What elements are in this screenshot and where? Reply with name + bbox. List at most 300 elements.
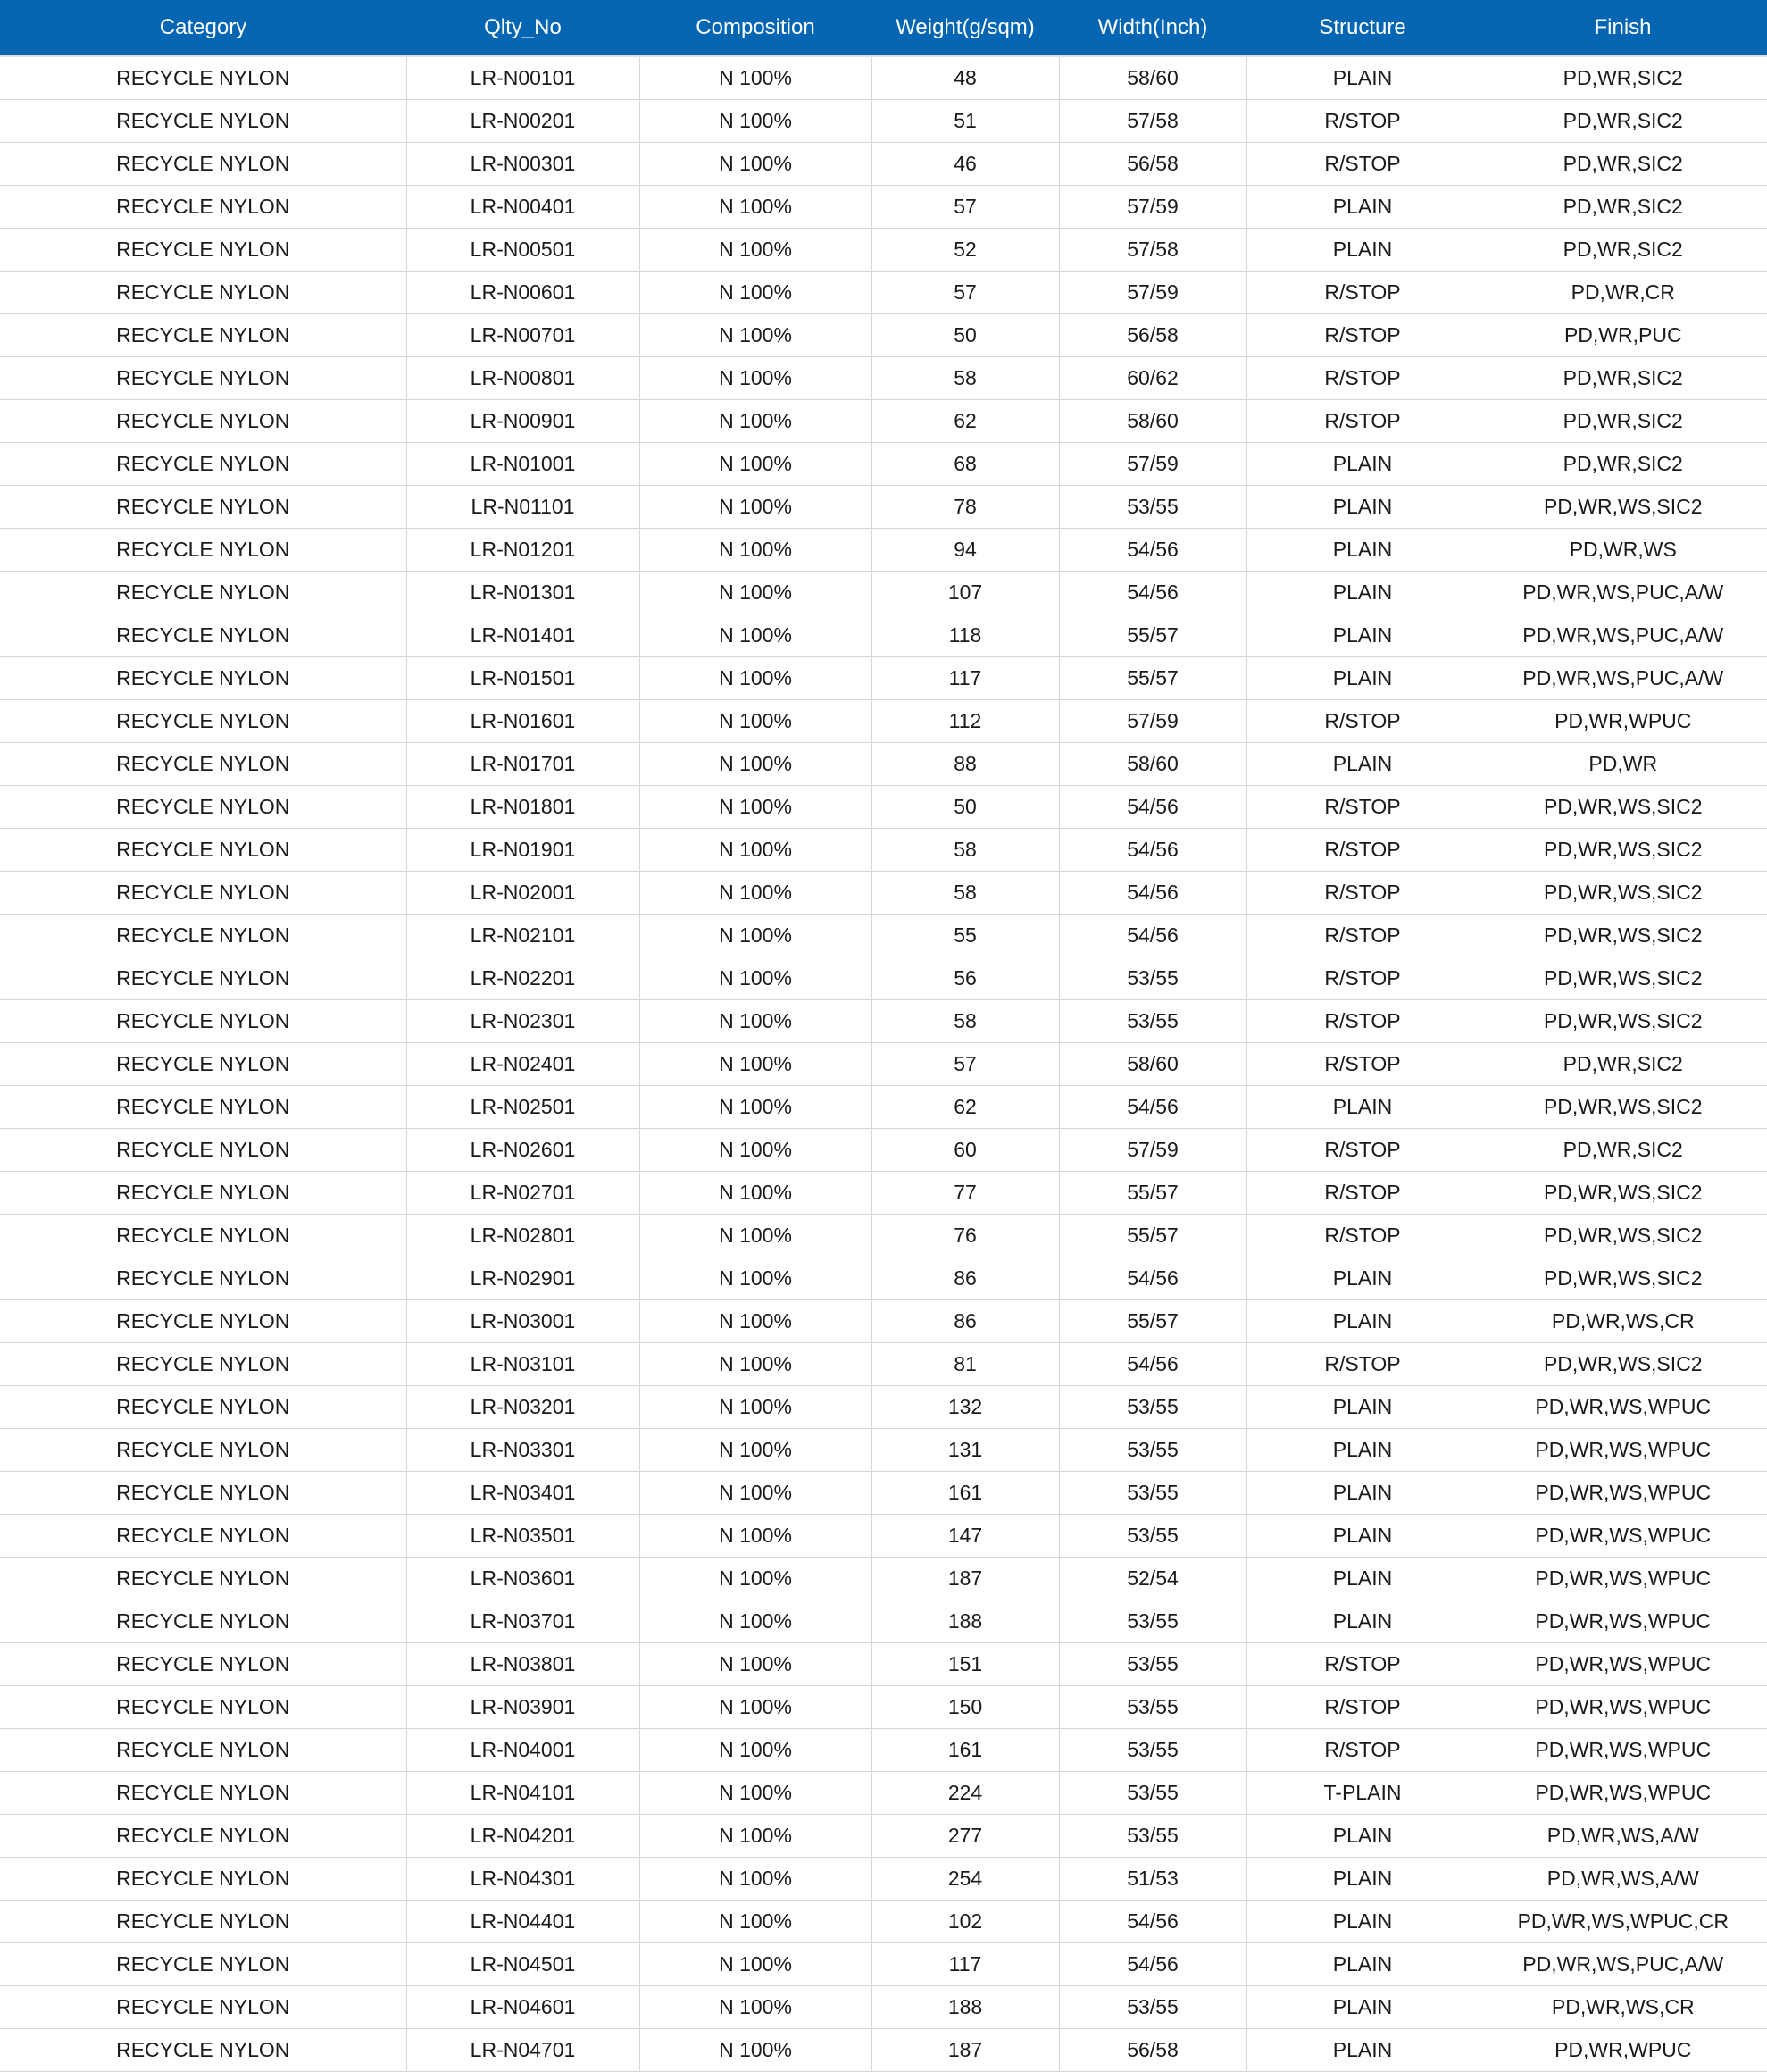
cell-category: RECYCLE NYLON [0, 272, 406, 314]
cell-width: 56/58 [1059, 314, 1246, 357]
table-row [0, 1772, 1767, 1815]
cell-composition: N 100% [639, 1858, 871, 1901]
cell-structure: R/STOP [1246, 1129, 1479, 1172]
table-row [0, 1686, 1767, 1729]
table-row [0, 1343, 1767, 1386]
cell-finish: PD,WR,WS,SIC2 [1479, 1343, 1767, 1386]
cell-finish: PD,WR,WS,SIC2 [1479, 1215, 1767, 1257]
cell-structure: R/STOP [1246, 1215, 1479, 1257]
cell-composition: N 100% [639, 443, 871, 486]
cell-category: RECYCLE NYLON [0, 1858, 406, 1901]
cell-category: RECYCLE NYLON [0, 957, 406, 1000]
cell-weight: 161 [871, 1472, 1059, 1515]
cell-weight: 131 [871, 1429, 1059, 1472]
cell-structure: R/STOP [1246, 1729, 1479, 1772]
cell-qlty-no: LR-N03301 [406, 1429, 639, 1472]
cell-weight: 55 [871, 915, 1059, 957]
cell-finish: PD,WR,WS,SIC2 [1479, 1086, 1767, 1129]
cell-width: 54/56 [1059, 529, 1246, 572]
cell-structure: R/STOP [1246, 314, 1479, 357]
cell-qlty-no: LR-N03901 [406, 1686, 639, 1729]
cell-structure: R/STOP [1246, 1172, 1479, 1215]
header-structure[interactable]: Structure [1246, 0, 1479, 56]
cell-category: RECYCLE NYLON [0, 1343, 406, 1386]
cell-qlty-no: LR-N03701 [406, 1600, 639, 1643]
table-row [0, 229, 1767, 272]
cell-width: 53/55 [1059, 1729, 1246, 1772]
cell-structure: PLAIN [1246, 1257, 1479, 1300]
cell-finish: PD,WR,WS,WPUC [1479, 1729, 1767, 1772]
cell-qlty-no: LR-N03801 [406, 1643, 639, 1686]
cell-category: RECYCLE NYLON [0, 1043, 406, 1086]
table-row [0, 657, 1767, 700]
cell-category: RECYCLE NYLON [0, 1386, 406, 1429]
cell-qlty-no: LR-N00501 [406, 229, 639, 272]
cell-width: 57/59 [1059, 1129, 1246, 1172]
cell-category: RECYCLE NYLON [0, 786, 406, 829]
table-row [0, 1429, 1767, 1472]
table-row [0, 400, 1767, 443]
table-row [0, 100, 1767, 143]
table-row [0, 1729, 1767, 1772]
cell-composition: N 100% [639, 1129, 871, 1172]
table-row [0, 1300, 1767, 1343]
cell-qlty-no: LR-N03201 [406, 1386, 639, 1429]
cell-qlty-no: LR-N02801 [406, 1215, 639, 1257]
cell-width: 56/58 [1059, 2029, 1246, 2072]
cell-finish: PD,WR,SIC2 [1479, 1129, 1767, 1172]
cell-qlty-no: LR-N00101 [406, 56, 639, 100]
cell-width: 58/60 [1059, 56, 1246, 100]
table-row [0, 1943, 1767, 1986]
cell-category: RECYCLE NYLON [0, 229, 406, 272]
table-row [0, 1000, 1767, 1043]
cell-composition: N 100% [639, 143, 871, 186]
table-row [0, 1515, 1767, 1558]
cell-composition: N 100% [639, 1257, 871, 1300]
cell-weight: 117 [871, 1943, 1059, 1986]
cell-composition: N 100% [639, 1172, 871, 1215]
cell-structure: PLAIN [1246, 1600, 1479, 1643]
cell-composition: N 100% [639, 957, 871, 1000]
cell-composition: N 100% [639, 56, 871, 100]
cell-category: RECYCLE NYLON [0, 486, 406, 529]
cell-finish: PD,WR,WS,CR [1479, 1986, 1767, 2029]
header-weight[interactable]: Weight(g/sqm) [871, 0, 1059, 56]
cell-weight: 60 [871, 1129, 1059, 1172]
cell-finish: PD,WR,SIC2 [1479, 56, 1767, 100]
cell-structure: PLAIN [1246, 186, 1479, 229]
cell-finish: PD,WR,WS [1479, 529, 1767, 572]
cell-structure: PLAIN [1246, 1986, 1479, 2029]
cell-category: RECYCLE NYLON [0, 1215, 406, 1257]
table-row [0, 700, 1767, 743]
table-row [0, 1815, 1767, 1858]
cell-structure: R/STOP [1246, 1043, 1479, 1086]
cell-weight: 58 [871, 829, 1059, 872]
cell-category: RECYCLE NYLON [0, 1558, 406, 1600]
cell-qlty-no: LR-N01301 [406, 572, 639, 614]
cell-composition: N 100% [639, 1686, 871, 1729]
cell-category: RECYCLE NYLON [0, 872, 406, 915]
cell-qlty-no: LR-N00401 [406, 186, 639, 229]
cell-width: 53/55 [1059, 1429, 1246, 1472]
cell-qlty-no: LR-N02301 [406, 1000, 639, 1043]
cell-finish: PD,WR,PUC [1479, 314, 1767, 357]
cell-structure: PLAIN [1246, 1472, 1479, 1515]
cell-weight: 68 [871, 443, 1059, 486]
cell-weight: 94 [871, 529, 1059, 572]
cell-category: RECYCLE NYLON [0, 143, 406, 186]
header-width[interactable]: Width(Inch) [1059, 0, 1246, 56]
cell-structure: T-PLAIN [1246, 1772, 1479, 1815]
cell-width: 53/55 [1059, 1686, 1246, 1729]
cell-finish: PD,WR,WS,WPUC [1479, 1600, 1767, 1643]
cell-weight: 76 [871, 1215, 1059, 1257]
cell-qlty-no: LR-N00301 [406, 143, 639, 186]
cell-structure: PLAIN [1246, 614, 1479, 657]
cell-structure: PLAIN [1246, 443, 1479, 486]
cell-structure: R/STOP [1246, 1686, 1479, 1729]
cell-composition: N 100% [639, 1343, 871, 1386]
cell-qlty-no: LR-N01101 [406, 486, 639, 529]
cell-structure: PLAIN [1246, 486, 1479, 529]
cell-finish: PD,WR,SIC2 [1479, 186, 1767, 229]
cell-qlty-no: LR-N03401 [406, 1472, 639, 1515]
cell-width: 53/55 [1059, 1772, 1246, 1815]
table-row [0, 614, 1767, 657]
cell-width: 53/55 [1059, 1386, 1246, 1429]
cell-qlty-no: LR-N02601 [406, 1129, 639, 1172]
table-row [0, 56, 1767, 100]
cell-qlty-no: LR-N04401 [406, 1901, 639, 1943]
cell-width: 54/56 [1059, 786, 1246, 829]
cell-finish: PD,WR,WS,SIC2 [1479, 829, 1767, 872]
cell-weight: 62 [871, 400, 1059, 443]
cell-weight: 78 [871, 486, 1059, 529]
cell-weight: 52 [871, 229, 1059, 272]
header-finish[interactable]: Finish [1479, 0, 1767, 56]
cell-category: RECYCLE NYLON [0, 529, 406, 572]
cell-qlty-no: LR-N02901 [406, 1257, 639, 1300]
cell-finish: PD,WR,WS,SIC2 [1479, 486, 1767, 529]
cell-weight: 51 [871, 100, 1059, 143]
cell-finish: PD,WR,WS,SIC2 [1479, 915, 1767, 957]
cell-structure: R/STOP [1246, 272, 1479, 314]
cell-finish: PD,WR,WS,A/W [1479, 1858, 1767, 1901]
cell-width: 51/53 [1059, 1858, 1246, 1901]
cell-weight: 57 [871, 1043, 1059, 1086]
cell-weight: 58 [871, 1000, 1059, 1043]
cell-weight: 57 [871, 272, 1059, 314]
cell-finish: PD,WR,SIC2 [1479, 143, 1767, 186]
cell-width: 55/57 [1059, 1172, 1246, 1215]
cell-weight: 107 [871, 572, 1059, 614]
cell-composition: N 100% [639, 829, 871, 872]
cell-weight: 86 [871, 1257, 1059, 1300]
cell-composition: N 100% [639, 1600, 871, 1643]
cell-finish: PD,WR,WS,PUC,A/W [1479, 657, 1767, 700]
cell-category: RECYCLE NYLON [0, 1257, 406, 1300]
cell-width: 54/56 [1059, 1086, 1246, 1129]
cell-width: 56/58 [1059, 143, 1246, 186]
cell-width: 55/57 [1059, 657, 1246, 700]
cell-width: 53/55 [1059, 1515, 1246, 1558]
cell-composition: N 100% [639, 1986, 871, 2029]
cell-qlty-no: LR-N03101 [406, 1343, 639, 1386]
cell-composition: N 100% [639, 743, 871, 786]
cell-weight: 81 [871, 1343, 1059, 1386]
cell-structure: R/STOP [1246, 400, 1479, 443]
cell-width: 57/59 [1059, 443, 1246, 486]
cell-weight: 188 [871, 1600, 1059, 1643]
cell-width: 55/57 [1059, 614, 1246, 657]
cell-weight: 50 [871, 314, 1059, 357]
cell-weight: 77 [871, 1172, 1059, 1215]
cell-composition: N 100% [639, 1943, 871, 1986]
table-row [0, 1215, 1767, 1257]
cell-composition: N 100% [639, 872, 871, 915]
cell-qlty-no: LR-N01601 [406, 700, 639, 743]
cell-composition: N 100% [639, 657, 871, 700]
cell-finish: PD,WR,SIC2 [1479, 400, 1767, 443]
cell-weight: 277 [871, 1815, 1059, 1858]
cell-structure: PLAIN [1246, 1515, 1479, 1558]
cell-width: 53/55 [1059, 1472, 1246, 1515]
cell-category: RECYCLE NYLON [0, 1772, 406, 1815]
cell-structure: PLAIN [1246, 1558, 1479, 1600]
cell-width: 53/55 [1059, 1643, 1246, 1686]
cell-structure: R/STOP [1246, 143, 1479, 186]
cell-weight: 62 [871, 1086, 1059, 1129]
table-row [0, 443, 1767, 486]
cell-weight: 132 [871, 1386, 1059, 1429]
header-row [0, 0, 1767, 56]
cell-structure: R/STOP [1246, 915, 1479, 957]
cell-width: 54/56 [1059, 872, 1246, 915]
table-row [0, 1472, 1767, 1515]
cell-structure: R/STOP [1246, 1643, 1479, 1686]
cell-structure: R/STOP [1246, 1000, 1479, 1043]
cell-qlty-no: LR-N00601 [406, 272, 639, 314]
cell-finish: PD,WR,WS,PUC,A/W [1479, 572, 1767, 614]
cell-composition: N 100% [639, 1901, 871, 1943]
cell-qlty-no: LR-N00901 [406, 400, 639, 443]
cell-category: RECYCLE NYLON [0, 829, 406, 872]
cell-composition: N 100% [639, 614, 871, 657]
cell-category: RECYCLE NYLON [0, 1815, 406, 1858]
cell-qlty-no: LR-N04001 [406, 1729, 639, 1772]
table-row [0, 1643, 1767, 1686]
cell-width: 57/58 [1059, 229, 1246, 272]
cell-width: 57/59 [1059, 700, 1246, 743]
cell-weight: 112 [871, 700, 1059, 743]
cell-category: RECYCLE NYLON [0, 915, 406, 957]
table-row [0, 743, 1767, 786]
cell-category: RECYCLE NYLON [0, 1515, 406, 1558]
cell-weight: 117 [871, 657, 1059, 700]
table-row [0, 786, 1767, 829]
cell-category: RECYCLE NYLON [0, 743, 406, 786]
cell-structure: PLAIN [1246, 229, 1479, 272]
header-qlty-no[interactable]: Qlty_No [406, 0, 639, 56]
cell-weight: 150 [871, 1686, 1059, 1729]
cell-width: 58/60 [1059, 1043, 1246, 1086]
cell-composition: N 100% [639, 229, 871, 272]
cell-width: 54/56 [1059, 1343, 1246, 1386]
cell-finish: PD,WR,WS,PUC,A/W [1479, 614, 1767, 657]
table-row [0, 529, 1767, 572]
cell-composition: N 100% [639, 529, 871, 572]
cell-finish: PD,WR,WS,PUC,A/W [1479, 1943, 1767, 1986]
cell-composition: N 100% [639, 1515, 871, 1558]
table-row [0, 186, 1767, 229]
cell-finish: PD,WR,WPUC [1479, 2029, 1767, 2072]
cell-composition: N 100% [639, 700, 871, 743]
table-row [0, 314, 1767, 357]
table-row [0, 272, 1767, 314]
cell-category: RECYCLE NYLON [0, 1600, 406, 1643]
cell-weight: 86 [871, 1300, 1059, 1343]
cell-composition: N 100% [639, 357, 871, 400]
cell-composition: N 100% [639, 314, 871, 357]
cell-finish: PD,WR,SIC2 [1479, 229, 1767, 272]
cell-width: 53/55 [1059, 1600, 1246, 1643]
cell-qlty-no: LR-N04601 [406, 1986, 639, 2029]
cell-composition: N 100% [639, 2029, 871, 2072]
cell-finish: PD,WR,WS,SIC2 [1479, 957, 1767, 1000]
cell-finish: PD,WR,WS,A/W [1479, 1815, 1767, 1858]
table-row [0, 1172, 1767, 1215]
cell-weight: 50 [871, 786, 1059, 829]
cell-finish: PD,WR,CR [1479, 272, 1767, 314]
cell-weight: 58 [871, 357, 1059, 400]
cell-qlty-no: LR-N01901 [406, 829, 639, 872]
table-row [0, 486, 1767, 529]
cell-structure: PLAIN [1246, 1086, 1479, 1129]
cell-finish: PD,WR,WS,SIC2 [1479, 786, 1767, 829]
cell-width: 53/55 [1059, 1986, 1246, 2029]
cell-finish: PD,WR,WS,WPUC [1479, 1472, 1767, 1515]
cell-composition: N 100% [639, 1772, 871, 1815]
cell-finish: PD,WR,WS,WPUC [1479, 1772, 1767, 1815]
table-row [0, 1986, 1767, 2029]
cell-structure: R/STOP [1246, 957, 1479, 1000]
cell-finish: PD,WR,WS,WPUC [1479, 1686, 1767, 1729]
cell-weight: 58 [871, 872, 1059, 915]
cell-weight: 56 [871, 957, 1059, 1000]
cell-qlty-no: LR-N02101 [406, 915, 639, 957]
cell-weight: 224 [871, 1772, 1059, 1815]
cell-finish: PD,WR,SIC2 [1479, 357, 1767, 400]
cell-weight: 48 [871, 56, 1059, 100]
header-category[interactable]: Category [0, 0, 406, 56]
cell-structure: R/STOP [1246, 1343, 1479, 1386]
cell-composition: N 100% [639, 1300, 871, 1343]
cell-qlty-no: LR-N02401 [406, 1043, 639, 1086]
table-row [0, 572, 1767, 614]
cell-width: 52/54 [1059, 1558, 1246, 1600]
cell-composition: N 100% [639, 1000, 871, 1043]
cell-structure: PLAIN [1246, 1858, 1479, 1901]
cell-finish: PD,WR,SIC2 [1479, 443, 1767, 486]
cell-width: 55/57 [1059, 1215, 1246, 1257]
table-row [0, 1086, 1767, 1129]
cell-width: 54/56 [1059, 1257, 1246, 1300]
table-row [0, 1257, 1767, 1300]
cell-qlty-no: LR-N03501 [406, 1515, 639, 1558]
cell-finish: PD,WR [1479, 743, 1767, 786]
cell-qlty-no: LR-N02501 [406, 1086, 639, 1129]
cell-category: RECYCLE NYLON [0, 1643, 406, 1686]
cell-qlty-no: LR-N01501 [406, 657, 639, 700]
cell-finish: PD,WR,WS,WPUC [1479, 1558, 1767, 1600]
cell-composition: N 100% [639, 1429, 871, 1472]
cell-qlty-no: LR-N02001 [406, 872, 639, 915]
cell-structure: R/STOP [1246, 786, 1479, 829]
cell-composition: N 100% [639, 1043, 871, 1086]
cell-qlty-no: LR-N01701 [406, 743, 639, 786]
cell-category: RECYCLE NYLON [0, 443, 406, 486]
cell-composition: N 100% [639, 1558, 871, 1600]
cell-qlty-no: LR-N04201 [406, 1815, 639, 1858]
cell-weight: 161 [871, 1729, 1059, 1772]
cell-width: 55/57 [1059, 1300, 1246, 1343]
cell-qlty-no: LR-N04301 [406, 1858, 639, 1901]
cell-qlty-no: LR-N01801 [406, 786, 639, 829]
cell-qlty-no: LR-N04701 [406, 2029, 639, 2072]
cell-composition: N 100% [639, 1815, 871, 1858]
cell-structure: PLAIN [1246, 1943, 1479, 1986]
cell-qlty-no: LR-N00701 [406, 314, 639, 357]
cell-qlty-no: LR-N03001 [406, 1300, 639, 1343]
cell-structure: PLAIN [1246, 1300, 1479, 1343]
cell-width: 54/56 [1059, 1943, 1246, 1986]
cell-composition: N 100% [639, 915, 871, 957]
cell-width: 53/55 [1059, 1815, 1246, 1858]
cell-structure: PLAIN [1246, 657, 1479, 700]
cell-composition: N 100% [639, 400, 871, 443]
cell-width: 58/60 [1059, 400, 1246, 443]
cell-composition: N 100% [639, 1472, 871, 1515]
cell-category: RECYCLE NYLON [0, 1300, 406, 1343]
cell-finish: PD,WR,WS,WPUC [1479, 1515, 1767, 1558]
cell-category: RECYCLE NYLON [0, 572, 406, 614]
cell-structure: PLAIN [1246, 2029, 1479, 2072]
cell-finish: PD,WR,WS,SIC2 [1479, 1257, 1767, 1300]
cell-structure: R/STOP [1246, 100, 1479, 143]
cell-width: 54/56 [1059, 572, 1246, 614]
cell-qlty-no: LR-N04501 [406, 1943, 639, 1986]
cell-composition: N 100% [639, 1729, 871, 1772]
cell-weight: 57 [871, 186, 1059, 229]
cell-finish: PD,WR,WPUC [1479, 700, 1767, 743]
cell-qlty-no: LR-N02701 [406, 1172, 639, 1215]
cell-structure: R/STOP [1246, 357, 1479, 400]
cell-finish: PD,WR,SIC2 [1479, 1043, 1767, 1086]
cell-composition: N 100% [639, 1643, 871, 1686]
cell-category: RECYCLE NYLON [0, 1686, 406, 1729]
cell-width: 53/55 [1059, 957, 1246, 1000]
cell-finish: PD,WR,SIC2 [1479, 100, 1767, 143]
cell-qlty-no: LR-N02201 [406, 957, 639, 1000]
table-row [0, 143, 1767, 186]
cell-category: RECYCLE NYLON [0, 1129, 406, 1172]
header-composition[interactable]: Composition [639, 0, 871, 56]
cell-category: RECYCLE NYLON [0, 400, 406, 443]
cell-composition: N 100% [639, 786, 871, 829]
cell-category: RECYCLE NYLON [0, 657, 406, 700]
